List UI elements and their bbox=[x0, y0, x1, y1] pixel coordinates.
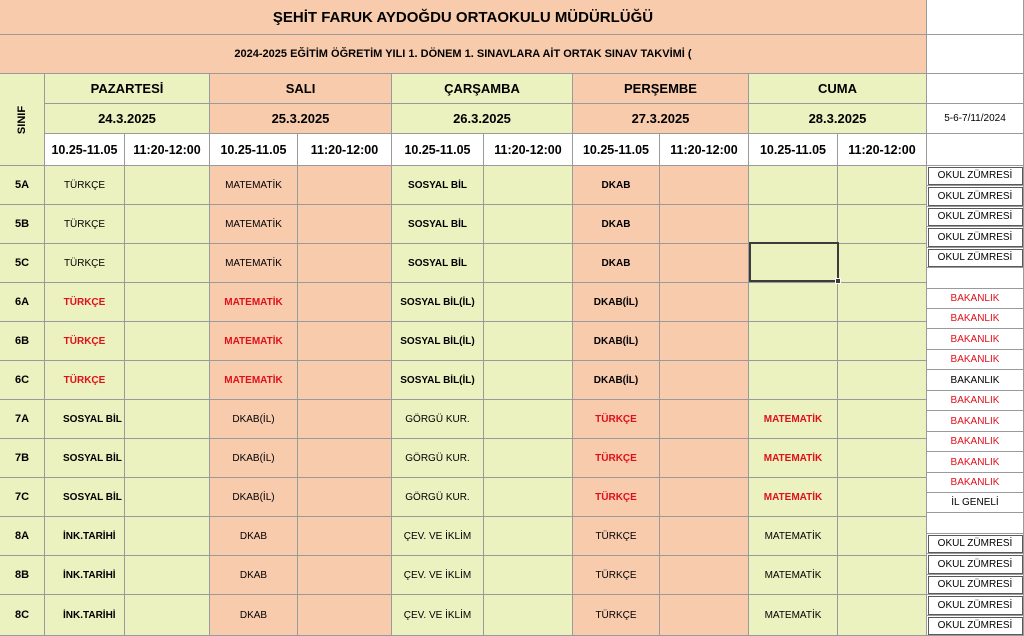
empty-exam-cell[interactable] bbox=[484, 205, 573, 244]
exam-cell[interactable]: SOSYAL BİL bbox=[45, 478, 125, 517]
exam-cell[interactable]: DKAB bbox=[573, 205, 660, 244]
empty-exam-cell[interactable] bbox=[660, 322, 749, 361]
exam-cell[interactable] bbox=[749, 205, 838, 244]
empty-exam-cell[interactable] bbox=[838, 322, 927, 361]
empty-exam-cell[interactable] bbox=[125, 244, 210, 283]
empty-exam-cell[interactable] bbox=[298, 478, 392, 517]
empty-exam-cell[interactable] bbox=[125, 556, 210, 595]
exam-type-label[interactable] bbox=[927, 513, 1024, 534]
exam-cell[interactable]: SOSYAL BİL(İL) bbox=[392, 361, 484, 400]
empty-exam-cell[interactable] bbox=[125, 517, 210, 556]
class-label[interactable]: 7C bbox=[0, 478, 45, 517]
exam-type-label[interactable]: OKUL ZÜMRESİ bbox=[927, 595, 1024, 616]
empty-exam-cell[interactable] bbox=[660, 361, 749, 400]
exam-type-label[interactable]: BAKANLIK bbox=[927, 452, 1024, 473]
exam-cell[interactable]: MATEMATİK bbox=[749, 517, 838, 556]
empty-exam-cell[interactable] bbox=[484, 439, 573, 478]
exam-cell[interactable]: TÜRKÇE bbox=[573, 478, 660, 517]
empty-exam-cell[interactable] bbox=[298, 556, 392, 595]
date-header[interactable]: 26.3.2025 bbox=[392, 104, 573, 134]
empty-exam-cell[interactable] bbox=[838, 400, 927, 439]
date-header[interactable]: 25.3.2025 bbox=[210, 104, 392, 134]
exam-type-label[interactable]: İL GENELİ bbox=[927, 493, 1024, 513]
exam-cell[interactable]: SOSYAL BİL bbox=[45, 400, 125, 439]
exam-cell[interactable]: DKAB(İL) bbox=[210, 400, 298, 439]
empty-exam-cell[interactable] bbox=[838, 517, 927, 556]
class-label[interactable]: 5B bbox=[0, 205, 45, 244]
empty-exam-cell[interactable] bbox=[838, 205, 927, 244]
exam-cell[interactable]: SOSYAL BİL bbox=[45, 439, 125, 478]
empty-exam-cell[interactable] bbox=[838, 244, 927, 283]
empty-exam-cell[interactable] bbox=[125, 361, 210, 400]
class-label[interactable]: 7B bbox=[0, 439, 45, 478]
exam-cell[interactable]: DKAB bbox=[573, 166, 660, 205]
empty-exam-cell[interactable] bbox=[298, 283, 392, 322]
empty-exam-cell[interactable] bbox=[838, 361, 927, 400]
side-date[interactable]: 5-6-7/11/2024 bbox=[927, 104, 1024, 134]
empty-exam-cell[interactable] bbox=[484, 166, 573, 205]
exam-type-label[interactable]: BAKANLIK bbox=[927, 370, 1024, 391]
exam-cell[interactable]: DKAB(İL) bbox=[573, 361, 660, 400]
empty-exam-cell[interactable] bbox=[838, 478, 927, 517]
time-slot-header[interactable]: 11:20-12:00 bbox=[660, 134, 749, 166]
empty-exam-cell[interactable] bbox=[484, 478, 573, 517]
exam-cell[interactable]: TÜRKÇE bbox=[45, 244, 125, 283]
exam-cell[interactable]: MATEMATİK bbox=[749, 595, 838, 636]
exam-cell[interactable]: ÇEV. VE İKLİM bbox=[392, 556, 484, 595]
exam-type-label[interactable]: OKUL ZÜMRESİ bbox=[927, 207, 1024, 227]
exam-cell[interactable]: SOSYAL BİL(İL) bbox=[392, 322, 484, 361]
exam-cell[interactable]: MATEMATİK bbox=[749, 439, 838, 478]
empty-exam-cell[interactable] bbox=[484, 400, 573, 439]
exam-cell[interactable]: TÜRKÇE bbox=[573, 400, 660, 439]
empty-exam-cell[interactable] bbox=[660, 166, 749, 205]
class-label[interactable]: 8A bbox=[0, 517, 45, 556]
exam-cell[interactable]: MATEMATİK bbox=[749, 400, 838, 439]
empty-exam-cell[interactable] bbox=[125, 322, 210, 361]
empty-exam-cell[interactable] bbox=[125, 478, 210, 517]
empty-exam-cell[interactable] bbox=[838, 595, 927, 636]
class-label[interactable]: 8B bbox=[0, 556, 45, 595]
class-label[interactable]: 6C bbox=[0, 361, 45, 400]
exam-type-label[interactable]: OKUL ZÜMRESİ bbox=[927, 227, 1024, 248]
exam-type-label[interactable]: BAKANLIK bbox=[927, 309, 1024, 329]
exam-cell[interactable] bbox=[749, 166, 838, 205]
empty-exam-cell[interactable] bbox=[838, 556, 927, 595]
exam-cell[interactable]: MATEMATİK bbox=[210, 322, 298, 361]
exam-cell[interactable]: DKAB bbox=[573, 244, 660, 283]
exam-cell[interactable]: MATEMATİK bbox=[210, 166, 298, 205]
exam-cell[interactable]: İNK.TARİHİ bbox=[45, 556, 125, 595]
time-slot-header[interactable]: 11:20-12:00 bbox=[484, 134, 573, 166]
exam-cell[interactable]: DKAB bbox=[210, 595, 298, 636]
exam-cell[interactable]: TÜRKÇE bbox=[45, 283, 125, 322]
exam-type-label[interactable]: OKUL ZÜMRESİ bbox=[927, 248, 1024, 268]
sinif-header[interactable] bbox=[0, 74, 45, 166]
empty-exam-cell[interactable] bbox=[660, 400, 749, 439]
exam-cell[interactable]: MATEMATİK bbox=[210, 361, 298, 400]
empty-exam-cell[interactable] bbox=[484, 244, 573, 283]
empty-exam-cell[interactable] bbox=[298, 166, 392, 205]
empty-exam-cell[interactable] bbox=[660, 283, 749, 322]
class-label[interactable]: 7A bbox=[0, 400, 45, 439]
time-slot-header[interactable]: 10.25-11.05 bbox=[210, 134, 298, 166]
exam-cell[interactable]: DKAB(İL) bbox=[210, 478, 298, 517]
date-header[interactable]: 28.3.2025 bbox=[749, 104, 927, 134]
exam-type-label[interactable]: OKUL ZÜMRESİ bbox=[927, 186, 1024, 207]
empty-exam-cell[interactable] bbox=[298, 322, 392, 361]
empty-exam-cell[interactable] bbox=[125, 205, 210, 244]
exam-cell[interactable]: İNK.TARİHİ bbox=[45, 517, 125, 556]
empty-exam-cell[interactable] bbox=[838, 166, 927, 205]
day-header[interactable]: ÇARŞAMBA bbox=[392, 74, 573, 104]
exam-cell[interactable] bbox=[749, 283, 838, 322]
exam-cell[interactable]: SOSYAL BİL bbox=[392, 244, 484, 283]
exam-cell[interactable] bbox=[749, 322, 838, 361]
sinif-label: SINIF bbox=[16, 105, 28, 134]
schedule-subtitle[interactable]: 2024-2025 EĞİTİM ÖĞRETİM YILI 1. DÖNEM 1. SINAVLARA AİT ORTAK SINAV TAKVİMİ ( bbox=[0, 35, 927, 74]
time-slot-header[interactable]: 11:20-12:00 bbox=[125, 134, 210, 166]
empty-exam-cell[interactable] bbox=[484, 361, 573, 400]
class-label[interactable]: 6B bbox=[0, 322, 45, 361]
empty-cell[interactable] bbox=[927, 35, 1024, 74]
exam-type-label[interactable]: BAKANLIK bbox=[927, 289, 1024, 309]
exam-type-label[interactable]: OKUL ZÜMRESİ bbox=[927, 166, 1024, 186]
time-slot-header[interactable]: 11:20-12:00 bbox=[298, 134, 392, 166]
exam-cell[interactable] bbox=[749, 361, 838, 400]
exam-type-label[interactable]: OKUL ZÜMRESİ bbox=[927, 554, 1024, 575]
empty-exam-cell[interactable] bbox=[484, 283, 573, 322]
exam-cell[interactable]: TÜRKÇE bbox=[573, 439, 660, 478]
class-label[interactable]: 6A bbox=[0, 283, 45, 322]
day-header[interactable]: PERŞEMBE bbox=[573, 74, 749, 104]
exam-cell[interactable]: DKAB(İL) bbox=[573, 322, 660, 361]
exam-cell[interactable]: SOSYAL BİL(İL) bbox=[392, 283, 484, 322]
time-slot-header[interactable]: 10.25-11.05 bbox=[573, 134, 660, 166]
exam-type-label[interactable]: OKUL ZÜMRESİ bbox=[927, 534, 1024, 554]
exam-cell[interactable]: TÜRKÇE bbox=[45, 322, 125, 361]
empty-exam-cell[interactable] bbox=[660, 205, 749, 244]
exam-type-label[interactable]: BAKANLIK bbox=[927, 473, 1024, 493]
empty-cell[interactable] bbox=[927, 0, 1024, 35]
exam-cell[interactable]: SOSYAL BİL bbox=[392, 166, 484, 205]
empty-exam-cell[interactable] bbox=[125, 400, 210, 439]
empty-exam-cell[interactable] bbox=[660, 556, 749, 595]
empty-exam-cell[interactable] bbox=[125, 595, 210, 636]
date-header[interactable]: 27.3.2025 bbox=[573, 104, 749, 134]
exam-cell[interactable]: MATEMATİK bbox=[749, 478, 838, 517]
empty-exam-cell[interactable] bbox=[125, 439, 210, 478]
exam-cell[interactable]: TÜRKÇE bbox=[45, 361, 125, 400]
time-slot-header[interactable]: 10.25-11.05 bbox=[749, 134, 838, 166]
day-header[interactable]: CUMA bbox=[749, 74, 927, 104]
day-header[interactable]: PAZARTESİ bbox=[45, 74, 210, 104]
exam-cell[interactable]: GÖRGÜ KUR. bbox=[392, 400, 484, 439]
empty-exam-cell[interactable] bbox=[660, 478, 749, 517]
class-label[interactable]: 5C bbox=[0, 244, 45, 283]
time-slot-header[interactable]: 10.25-11.05 bbox=[392, 134, 484, 166]
empty-exam-cell[interactable] bbox=[298, 244, 392, 283]
exam-cell[interactable]: MATEMATİK bbox=[210, 205, 298, 244]
exam-type-label[interactable]: BAKANLIK bbox=[927, 329, 1024, 350]
exam-cell[interactable]: TÜRKÇE bbox=[573, 556, 660, 595]
empty-exam-cell[interactable] bbox=[660, 595, 749, 636]
time-slot-header[interactable]: 10.25-11.05 bbox=[45, 134, 125, 166]
empty-exam-cell[interactable] bbox=[484, 322, 573, 361]
day-header[interactable]: SALI bbox=[210, 74, 392, 104]
side-blank-cell[interactable] bbox=[927, 134, 1024, 166]
exam-cell[interactable]: TÜRKÇE bbox=[573, 517, 660, 556]
exam-cell[interactable]: DKAB(İL) bbox=[573, 283, 660, 322]
exam-cell[interactable]: SOSYAL BİL bbox=[392, 205, 484, 244]
class-label[interactable]: 5A bbox=[0, 166, 45, 205]
exam-cell[interactable]: MATEMATİK bbox=[210, 283, 298, 322]
empty-exam-cell[interactable] bbox=[484, 595, 573, 636]
exam-cell[interactable]: İNK.TARİHİ bbox=[45, 595, 125, 636]
exam-type-label[interactable]: BAKANLIK bbox=[927, 391, 1024, 411]
empty-exam-cell[interactable] bbox=[125, 166, 210, 205]
exam-cell[interactable]: DKAB bbox=[210, 517, 298, 556]
fill-handle[interactable] bbox=[835, 278, 841, 284]
empty-exam-cell[interactable] bbox=[298, 517, 392, 556]
empty-exam-cell[interactable] bbox=[660, 244, 749, 283]
empty-exam-cell[interactable] bbox=[298, 400, 392, 439]
date-header[interactable]: 24.3.2025 bbox=[45, 104, 210, 134]
empty-exam-cell[interactable] bbox=[298, 439, 392, 478]
exam-cell[interactable]: TÜRKÇE bbox=[45, 166, 125, 205]
exam-type-label[interactable]: BAKANLIK bbox=[927, 432, 1024, 452]
time-slot-header[interactable]: 11:20-12:00 bbox=[838, 134, 927, 166]
exam-type-label[interactable]: BAKANLIK bbox=[927, 411, 1024, 432]
empty-exam-cell[interactable] bbox=[660, 439, 749, 478]
exam-cell[interactable]: DKAB bbox=[210, 556, 298, 595]
empty-exam-cell[interactable] bbox=[838, 283, 927, 322]
exam-cell[interactable]: ÇEV. VE İKLİM bbox=[392, 517, 484, 556]
school-title[interactable]: ŞEHİT FARUK AYDOĞDU ORTAOKULU MÜDÜRLÜĞÜ bbox=[0, 0, 927, 35]
empty-exam-cell[interactable] bbox=[298, 595, 392, 636]
exam-cell[interactable]: GÖRGÜ KUR. bbox=[392, 439, 484, 478]
exam-cell[interactable]: GÖRGÜ KUR. bbox=[392, 478, 484, 517]
empty-exam-cell[interactable] bbox=[660, 517, 749, 556]
exam-cell[interactable] bbox=[749, 244, 838, 283]
exam-type-label[interactable]: OKUL ZÜMRESİ bbox=[927, 575, 1024, 595]
exam-cell[interactable]: MATEMATİK bbox=[210, 244, 298, 283]
exam-cell[interactable]: DKAB(İL) bbox=[210, 439, 298, 478]
exam-type-label[interactable] bbox=[927, 268, 1024, 289]
exam-cell[interactable]: TÜRKÇE bbox=[573, 595, 660, 636]
exam-type-label[interactable]: BAKANLIK bbox=[927, 350, 1024, 370]
empty-exam-cell[interactable] bbox=[484, 556, 573, 595]
exam-cell[interactable]: ÇEV. VE İKLİM bbox=[392, 595, 484, 636]
empty-exam-cell[interactable] bbox=[484, 517, 573, 556]
class-label[interactable]: 8C bbox=[0, 595, 45, 636]
exam-type-label[interactable]: OKUL ZÜMRESİ bbox=[927, 616, 1024, 636]
empty-exam-cell[interactable] bbox=[298, 361, 392, 400]
side-top-cell[interactable] bbox=[927, 74, 1024, 104]
exam-cell[interactable]: MATEMATİK bbox=[749, 556, 838, 595]
exam-cell[interactable]: TÜRKÇE bbox=[45, 205, 125, 244]
empty-exam-cell[interactable] bbox=[298, 205, 392, 244]
empty-exam-cell[interactable] bbox=[838, 439, 927, 478]
empty-exam-cell[interactable] bbox=[125, 283, 210, 322]
